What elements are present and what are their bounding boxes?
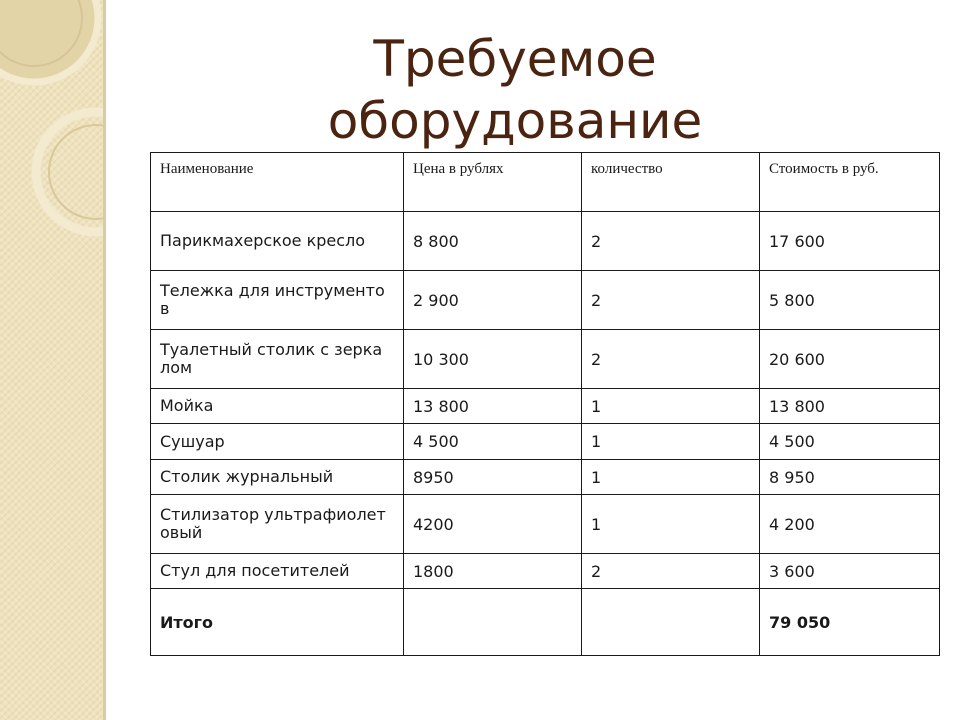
header-name: Наименование: [151, 153, 404, 212]
item-price: 4 500: [404, 424, 582, 460]
item-qty: 1: [582, 495, 760, 554]
item-cost: 13 800: [760, 389, 940, 424]
item-cost: 20 600: [760, 330, 940, 389]
total-label: Итого: [151, 589, 404, 656]
item-name: Стилизатор ультрафиолет овый: [151, 495, 404, 554]
ring-middle: [36, 112, 106, 232]
table-row: [151, 460, 940, 495]
item-name: Тележка для инструменто в: [151, 271, 404, 330]
table-row: [151, 424, 940, 460]
item-qty: 1: [582, 460, 760, 495]
item-cost: 8 950: [760, 460, 940, 495]
item-name: Парикмахерское кресло: [151, 212, 404, 271]
item-price: 1800: [404, 554, 582, 589]
item-price: 8 800: [404, 212, 582, 271]
item-name: Столик журнальный: [151, 460, 404, 495]
table-row: [151, 212, 940, 271]
table-row: [151, 495, 940, 554]
decorative-side-strip: [0, 0, 106, 720]
header-price: Цена в рублях: [404, 153, 582, 212]
item-qty: 1: [582, 389, 760, 424]
table-row: [151, 554, 940, 589]
item-price: 8950: [404, 460, 582, 495]
item-price: 4200: [404, 495, 582, 554]
table-row: [151, 389, 940, 424]
item-price: 2 900: [404, 271, 582, 330]
item-price: 13 800: [404, 389, 582, 424]
total-empty-price: [404, 589, 582, 656]
slide-title: Требуемое оборудование: [327, 30, 703, 150]
header-qty: количество: [582, 153, 760, 212]
header-cost: Стоимость в руб.: [760, 153, 940, 212]
equipment-table: [150, 152, 940, 656]
total-empty-qty: [582, 589, 760, 656]
total-value: 79 050: [760, 589, 940, 656]
item-name: Сушуар: [151, 424, 404, 460]
item-qty: 1: [582, 424, 760, 460]
item-qty: 2: [582, 212, 760, 271]
table-header-row: [151, 153, 940, 212]
table-row: [151, 330, 940, 389]
ring-middle-inner: [49, 125, 106, 219]
item-cost: 17 600: [760, 212, 940, 271]
total-row: [151, 589, 940, 656]
strip-edge: [103, 0, 106, 720]
item-name: Мойка: [151, 389, 404, 424]
item-cost: 4 500: [760, 424, 940, 460]
item-name: Туалетный столик с зерка лом: [151, 330, 404, 389]
item-cost: 5 800: [760, 271, 940, 330]
item-qty: 2: [582, 330, 760, 389]
item-cost: 4 200: [760, 495, 940, 554]
item-qty: 2: [582, 271, 760, 330]
item-price: 10 300: [404, 330, 582, 389]
item-cost: 3 600: [760, 554, 940, 589]
ring-top: [0, 0, 98, 82]
table-row: [151, 271, 940, 330]
item-name: Стул для посетителей: [151, 554, 404, 589]
decorative-rings: [0, 0, 106, 720]
item-qty: 2: [582, 554, 760, 589]
